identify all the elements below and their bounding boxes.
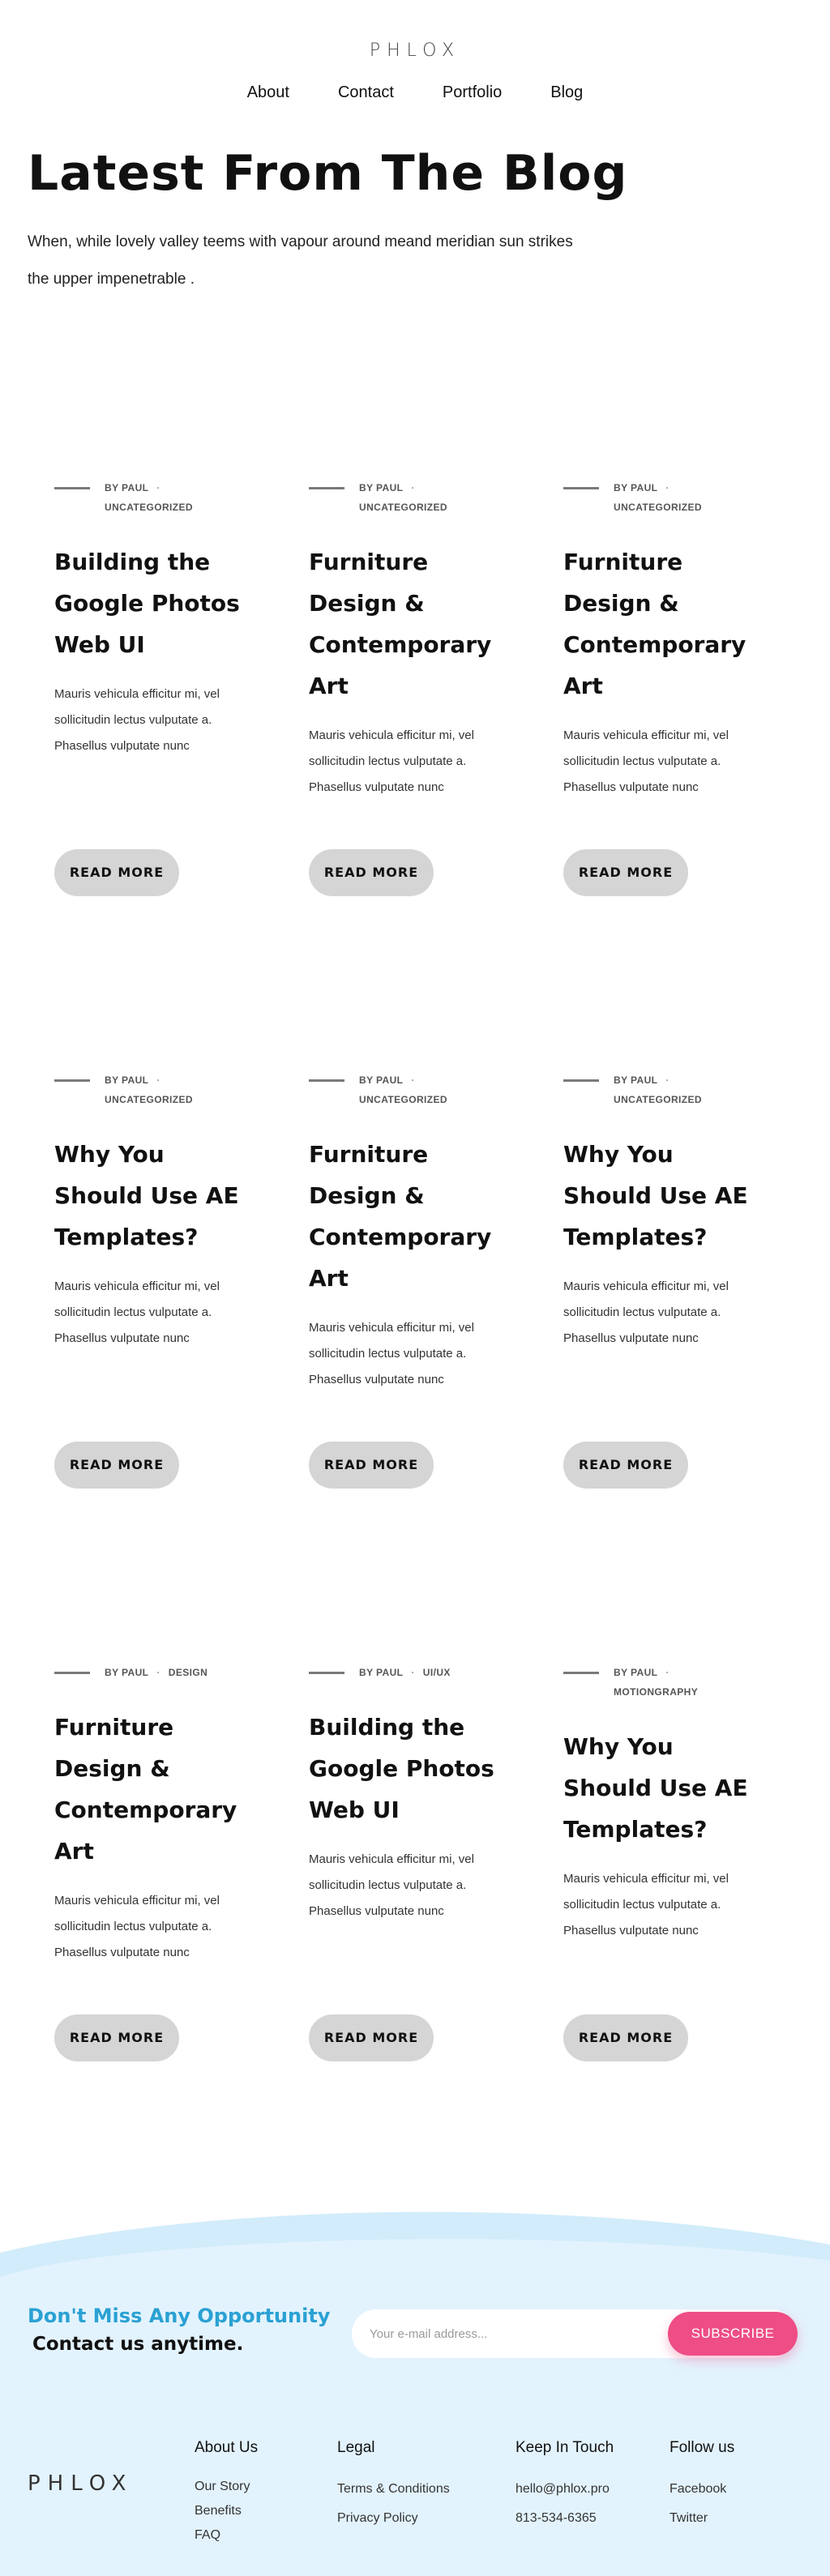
nav-about[interactable]: About — [246, 83, 289, 101]
post-author[interactable]: BY PAUL — [359, 1074, 404, 1086]
post-card — [309, 1070, 511, 1492]
post-title[interactable]: Furniture Design & Contemporary Art — [309, 1141, 492, 1292]
post-meta — [54, 1070, 257, 1109]
cta-heading: Don't Miss Any Opportunity — [28, 2305, 331, 2327]
meta-separator: · — [665, 1667, 670, 1678]
post-category[interactable]: UNCATEGORIZED — [105, 1094, 193, 1105]
post-meta — [309, 1663, 511, 1682]
post-category[interactable]: UNCATEGORIZED — [359, 502, 447, 513]
meta-divider — [54, 487, 90, 489]
post-card — [309, 478, 511, 899]
footer-heading: Keep In Touch — [516, 2439, 614, 2456]
meta-divider — [309, 487, 344, 489]
main-nav — [0, 81, 830, 104]
post-excerpt: Mauris vehicula efficitur mi, vel sollicitudin lectus vulputate a. Phasellus vulputate nunc — [563, 1279, 729, 1345]
post-author[interactable]: BY PAUL — [614, 482, 658, 493]
post-category[interactable]: UNCATEGORIZED — [105, 502, 193, 513]
post-category[interactable]: UI/UX — [422, 1667, 451, 1678]
meta-separator: · — [665, 482, 670, 493]
post-excerpt: Mauris vehicula efficitur mi, vel sollicitudin lectus vulputate a. Phasellus vulputate nunc — [563, 728, 729, 794]
footer-heading: Legal — [337, 2439, 375, 2456]
meta-divider — [309, 1079, 344, 1082]
post-title[interactable]: Building the Google Photos Web UI — [309, 1714, 494, 1823]
post-card — [563, 1663, 766, 2084]
post-meta — [563, 1663, 766, 1702]
footer-link-phone[interactable]: 813-534-6365 — [516, 2511, 597, 2525]
post-excerpt: Mauris vehicula efficitur mi, vel sollicitudin lectus vulputate a. Phasellus vulputate nunc — [54, 1279, 220, 1345]
footer-column-legal — [337, 2439, 450, 2533]
post-author[interactable]: BY PAUL — [359, 1667, 404, 1678]
post-excerpt: Mauris vehicula efficitur mi, vel sollicitudin lectus vulputate a. Phasellus vulputate nunc — [309, 1321, 474, 1386]
post-title[interactable]: Building the Google Photos Web UI — [54, 549, 240, 658]
footer-wave — [0, 2204, 830, 2277]
post-author[interactable]: BY PAUL — [359, 482, 404, 493]
read-more-button[interactable]: READ MORE — [563, 849, 688, 896]
read-more-button[interactable]: READ MORE — [54, 849, 179, 896]
post-card — [563, 1070, 766, 1492]
post-meta — [54, 1663, 257, 1682]
post-excerpt: Mauris vehicula efficitur mi, vel sollicitudin lectus vulputate a. Phasellus vulputate nunc — [54, 1894, 220, 1959]
meta-separator: · — [411, 1074, 415, 1086]
post-author[interactable]: BY PAUL — [105, 1074, 149, 1086]
post-meta — [54, 478, 257, 517]
post-title[interactable]: Furniture Design & Contemporary Art — [563, 549, 747, 699]
footer-link-our-story[interactable]: Our Story — [195, 2480, 250, 2493]
post-author[interactable]: BY PAUL — [105, 482, 149, 493]
meta-separator: · — [411, 482, 415, 493]
meta-separator: · — [156, 1074, 160, 1086]
footer-column-about — [195, 2439, 258, 2548]
nav-contact[interactable]: Contact — [337, 83, 394, 101]
meta-divider — [54, 1079, 90, 1082]
post-excerpt: Mauris vehicula efficitur mi, vel sollicitudin lectus vulputate a. Phasellus vulputate nunc — [309, 728, 474, 794]
cta-subheading: Contact us anytime. — [32, 2334, 244, 2355]
post-excerpt: Mauris vehicula efficitur mi, vel sollicitudin lectus vulputate a. Phasellus vulputate nunc — [54, 687, 220, 753]
footer-link-facebook[interactable]: Facebook — [670, 2482, 727, 2496]
post-title[interactable]: Why You Should Use AE Templates? — [563, 1141, 748, 1250]
meta-divider — [54, 1672, 90, 1674]
meta-divider — [563, 1672, 599, 1674]
footer-link-benefits[interactable]: Benefits — [195, 2504, 242, 2518]
read-more-button[interactable]: READ MORE — [54, 1442, 179, 1489]
footer-link-terms[interactable]: Terms & Conditions — [337, 2482, 450, 2496]
page-subtitle: When, while lovely valley teems with vapour around meand meridian sun strikes the upper impenetrable . — [28, 233, 573, 288]
post-author[interactable]: BY PAUL — [105, 1667, 149, 1678]
post-category[interactable]: UNCATEGORIZED — [614, 502, 702, 513]
post-meta — [309, 478, 511, 517]
page-title: Latest From The Blog — [28, 145, 628, 202]
footer-column-contact — [516, 2439, 614, 2533]
post-card — [54, 1663, 257, 2084]
meta-separator: · — [665, 1074, 670, 1086]
post-meta — [563, 1070, 766, 1109]
read-more-button[interactable]: READ MORE — [309, 849, 434, 896]
read-more-button[interactable]: READ MORE — [563, 2014, 688, 2061]
footer-heading: Follow us — [670, 2439, 735, 2456]
read-more-button[interactable]: READ MORE — [309, 2014, 434, 2061]
site-logo[interactable]: PHLOX — [369, 41, 461, 61]
meta-divider — [563, 1079, 599, 1082]
read-more-button[interactable]: READ MORE — [309, 1442, 434, 1489]
post-excerpt: Mauris vehicula efficitur mi, vel sollicitudin lectus vulputate a. Phasellus vulputate nunc — [309, 1852, 474, 1918]
footer-heading: About Us — [195, 2439, 259, 2456]
post-category[interactable]: MOTIONGRAPHY — [614, 1686, 699, 1698]
footer-column-social — [670, 2439, 734, 2533]
post-card — [54, 478, 257, 899]
post-author[interactable]: BY PAUL — [614, 1074, 658, 1086]
meta-divider — [563, 487, 599, 489]
post-title[interactable]: Furniture Design & Contemporary Art — [54, 1714, 237, 1865]
footer-link-email[interactable]: hello@phlox.pro — [516, 2482, 610, 2496]
meta-separator: · — [156, 1667, 160, 1678]
site-footer — [0, 2204, 830, 2576]
read-more-button[interactable]: READ MORE — [563, 1442, 688, 1489]
nav-blog[interactable]: Blog — [550, 83, 584, 101]
post-category[interactable]: UNCATEGORIZED — [359, 1094, 447, 1105]
post-category[interactable]: UNCATEGORIZED — [614, 1094, 702, 1105]
post-category[interactable]: DESIGN — [168, 1667, 208, 1678]
post-title[interactable]: Why You Should Use AE Templates? — [54, 1141, 239, 1250]
footer-link-twitter[interactable]: Twitter — [670, 2511, 708, 2525]
meta-separator: · — [156, 482, 160, 493]
post-card — [54, 1070, 257, 1492]
post-meta — [563, 478, 766, 517]
footer-link-faq[interactable]: FAQ — [195, 2528, 221, 2542]
read-more-button[interactable]: READ MORE — [54, 2014, 179, 2061]
post-author[interactable]: BY PAUL — [614, 1667, 658, 1678]
email-input[interactable] — [370, 2309, 661, 2358]
meta-separator: · — [411, 1667, 415, 1678]
subscribe-button[interactable]: SUBSCRIBE — [668, 2312, 798, 2356]
meta-divider — [309, 1672, 344, 1674]
post-meta — [309, 1070, 511, 1109]
post-card — [309, 1663, 511, 2084]
post-card — [563, 478, 766, 899]
post-title[interactable]: Why You Should Use AE Templates? — [563, 1733, 748, 1843]
post-excerpt: Mauris vehicula efficitur mi, vel sollicitudin lectus vulputate a. Phasellus vulputate nunc — [563, 1872, 729, 1937]
post-title[interactable]: Furniture Design & Contemporary Art — [309, 549, 492, 699]
footer-link-privacy[interactable]: Privacy Policy — [337, 2511, 418, 2525]
footer-logo[interactable]: PHLOX — [28, 2471, 134, 2496]
nav-portfolio[interactable]: Portfolio — [442, 83, 503, 101]
